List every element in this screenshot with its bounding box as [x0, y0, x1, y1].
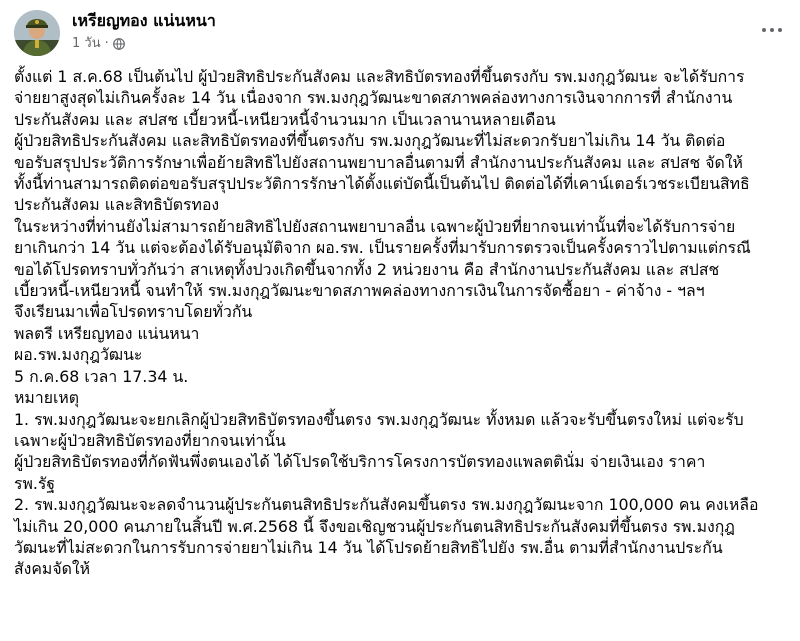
post-text-line: ขอได้โปรดทราบทั่วกันว่า สาเหตุทั้งปวงเกิดขึ้นจากทั้ง 2 หน่วยงาน คือ สำนักงานประกันสังคม และ สปสช [14, 259, 720, 279]
profile-photo-icon [14, 10, 60, 56]
post-text-line: 2. รพ.มงกุฎวัฒนะจะลดจำนวนผู้ประกันตนสิทธิประกันสังคมขึ้นตรง รพ.มงกุฎวัฒนะจาก 100,000 คน คงเหลือ [14, 495, 759, 515]
post-text-line: จึงเรียนมาเพื่อโปรดทราบโดยทั่วกัน [14, 302, 253, 322]
post-body [14, 66, 789, 580]
globe-icon[interactable] [113, 38, 125, 50]
post-text-line: 1. รพ.มงกุฎวัฒนะจะยกเลิกผู้ป่วยสิทธิบัตรทองขึ้นตรง รพ.มงกุฎวัฒนะ ทั้งหมด แล้วจะรับขึ้นตรงใหม่ แต่จะรับ [14, 409, 744, 429]
post-text-line: สังคมจัดให้ [14, 559, 90, 579]
post-text-line: ผู้ป่วยสิทธิประกันสังคม และสิทธิบัตรทองที่ขึ้นตรงกับ รพ.มงกุฎวัฒนะที่ไม่สะดวกรับยาไม่เกิน 14 วัน ติดต่อ [14, 131, 726, 151]
more-options-icon[interactable] [758, 20, 786, 40]
post-meta [72, 35, 125, 53]
post-text-line: รพ.รัฐ [14, 473, 56, 493]
post-header [14, 8, 786, 60]
post-text-line: เฉพาะผู้ป่วยสิทธิบัตรทองที่ยากจนเท่านั้น [14, 430, 286, 450]
post-timestamp[interactable]: 1 วัน [72, 36, 101, 51]
post-text-line: ประกันสังคม และสิทธิบัตรทอง [14, 195, 220, 215]
post-text-line: ตั้งแต่ 1 ส.ค.68 เป็นต้นไป ผู้ป่วยสิทธิประกันสังคม และสิทธิบัตรทองที่ขึ้นตรงกับ รพ.มงกุฎวัฒนะ จะได้รับการ [14, 67, 745, 86]
post-text-line: ในระหว่างที่ท่านยังไม่สามารถย้ายสิทธิไปยังสถานพยาบาลอื่น เฉพาะผู้ป่วยที่ยากจนเท่านั้นที่จะได้รับการจ่าย [14, 216, 736, 236]
post-text-line: ไม่เกิน 20,000 คนภายในสิ้นปี พ.ศ.2568 นี้ จึงขอเชิญชวนผู้ประกันตนสิทธิประกันสังคมที่ขึ้นตรง รพ.มงกุฎ [14, 516, 735, 536]
post-text-line: หมายเหตุ [14, 388, 80, 408]
post-text-line: ทั้งนี้ท่านสามารถติดต่อขอรับสรุปประวัติการรักษาได้ตั้งแต่บัดนี้เป็นต้นไป ติดต่อได้ที่เคาน์เตอร์เวชระเบียนสิทธิ [14, 174, 750, 194]
post-text-line: พลตรี เหรียญทอง แน่นหนา [14, 323, 200, 343]
author-avatar[interactable] [14, 10, 60, 56]
author-name[interactable]: เหรียญทอง แน่นหนา [72, 11, 216, 30]
post-text-line: ผอ.รพ.มงกุฎวัฒนะ [14, 345, 143, 365]
post-text-line: ยาเกินกว่า 14 วัน แต่จะต้องได้รับอนุมัติจาก ผอ.รพ. เป็นรายครั้งที่มารับการตรวจเป็นครั้งคราวไปตามแต่กรณี [14, 238, 751, 258]
post-text-line: ประกันสังคม และ สปสช เบี้ยวหนี้-เหนียวหนี้จำนวนมาก เป็นเวลานานหลายเดือน [14, 109, 556, 129]
post-text-line: 5 ก.ค.68 เวลา 17.34 น. [14, 366, 189, 386]
post-text-line: วัฒนะที่ไม่สะดวกในการรับการจ่ายยาไม่เกิน 14 วัน ได้โปรดย้ายสิทธิไปยัง รพ.อื่น ตามที่สำนักงานประกัน [14, 537, 723, 557]
post-text-line: เบี้ยวหนี้-เหนียวหนี้ จนทำให้ รพ.มงกุฎวัฒนะขาดสภาพคล่องทางการเงินในการจัดซื้อยา - ค่าจ้าง - ฯลฯ [14, 281, 705, 301]
post-text-line: จ่ายยาสูงสุดไม่เกินครั้งละ 14 วัน เนื่องจาก รพ.มงกุฎวัฒนะขาดสภาพคล่องทางการเงินจากการที่ สำนักงาน [14, 88, 733, 108]
post-text-line: ผู้ป่วยสิทธิบัตรทองที่กัดฟันพึ่งตนเองได้ ได้โปรดใช้บริการโครงการบัตรทองแพลตตินั่ม จ่ายเงินเอง ราคา [14, 452, 706, 472]
meta-separator: · [104, 36, 109, 51]
post-text-line: ขอรับสรุปประวัติการรักษาเพื่อย้ายสิทธิไปยังสถานพยาบาลอื่นตามที่ สำนักงานประกันสังคม และ สปสช จัดให้ [14, 152, 743, 172]
